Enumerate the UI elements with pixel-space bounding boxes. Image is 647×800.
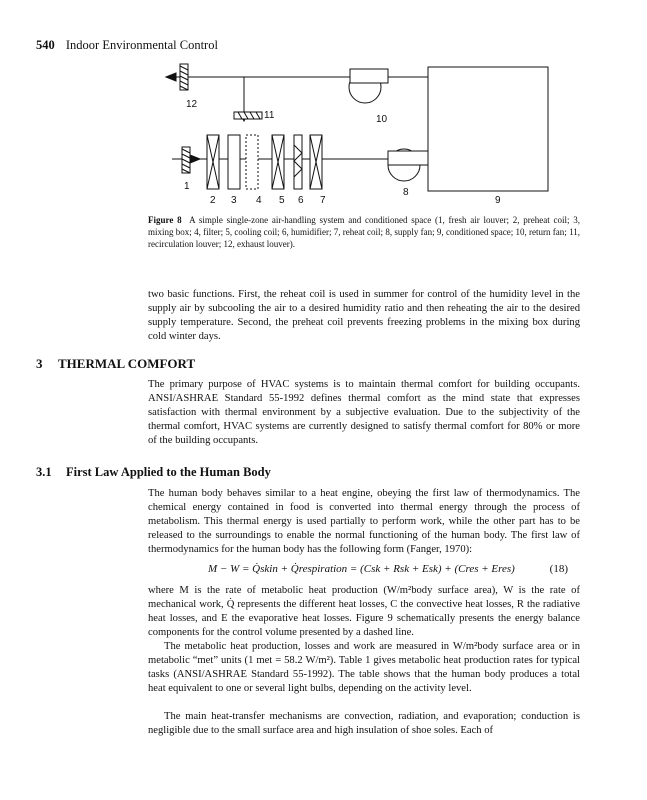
conditioned-space-9 bbox=[428, 67, 548, 191]
paragraph-met-units: The metabolic heat production, losses and work are measured in W/m²body surface area or in metabolic “met” units (1 met = 58.2 W/m²). Table 1 gives metabolic heat production rates for typical tasks (ANSI/ASHRAE Standard 55-1992). The table shows that the human body produces a total heat equivalent to one or several light bulbs, depending on the activity level. bbox=[148, 641, 580, 694]
label-6: 6 bbox=[298, 195, 304, 206]
paragraph-reheat: two basic functions. First, the reheat coil is used in summer for control of the humidity level in the supply air by subcooling the air to a desired humidity ratio and then reheating the air to the desired supply temperature. Second, the preheat coil prevents freezing problems in the mixing box during cold winter days. bbox=[148, 289, 580, 342]
label-9: 9 bbox=[495, 195, 501, 206]
equation-18 bbox=[148, 563, 580, 579]
label-8: 8 bbox=[403, 187, 409, 198]
equation-expression: M − W = Q̇skin + Q̇respiration = (Csk + Rsk + Esk) + (Cres + Eres) bbox=[208, 563, 515, 575]
reheat-coil-7 bbox=[310, 135, 322, 189]
preheat-coil-2 bbox=[207, 135, 219, 189]
label-1: 1 bbox=[184, 181, 190, 192]
running-header bbox=[36, 38, 218, 53]
page-number: 540 bbox=[36, 38, 55, 52]
running-title: Indoor Environmental Control bbox=[65, 38, 218, 52]
section-number: 3 bbox=[36, 356, 43, 371]
label-11: 11 bbox=[264, 110, 275, 121]
equation-number: (18) bbox=[549, 563, 568, 575]
filter-4 bbox=[246, 135, 258, 189]
label-3: 3 bbox=[231, 195, 237, 206]
figure-caption-label: Figure 8 bbox=[148, 215, 182, 225]
paragraph-where: where M is the rate of metabolic heat production (W/m²body surface area), W is the rate of mechanical work, Q̇ represents the different heat losses, C the convective heat losses, R the radiative heat losses, and E the evaporative heat losses. Figure 9 schematically presents the energy balance components for the control volume presented by a dashed line. bbox=[148, 585, 580, 638]
air-handling-diagram bbox=[160, 55, 580, 215]
exhaust-arrow bbox=[166, 73, 176, 81]
figure-caption-text: A simple single-zone air-handling system and conditioned space (1, fresh air louver; 2, preheat coil; 3, mixing box; 4, filter; 5, cooling coil; 6, humidifier; 7, reheat coil; 8, supply fan; 9, conditioned space; 10, return fan; 11, recirculation louver; 12, exhaust louver). bbox=[148, 215, 580, 249]
paragraph-thermal-comfort: The primary purpose of HVAC systems is to maintain thermal comfort for building occupants. ANSI/ASHRAE Standard 55-1992 defines thermal comfort as the mind state that expresses satisfaction with thermal environment by a subjective evaluation. Due to the subjectivity of the thermal comfort, HVAC systems are currently designed to satisfy thermal comfort for 80% or more of the building occupants. bbox=[148, 379, 580, 446]
supply-fan-8 bbox=[388, 149, 428, 181]
label-4: 4 bbox=[256, 195, 262, 206]
label-2: 2 bbox=[210, 195, 216, 206]
label-5: 5 bbox=[279, 195, 285, 206]
section-heading-3-1 bbox=[36, 465, 271, 480]
paragraph-heat-transfer: The main heat-transfer mechanisms are convection, radiation, and evaporation; conduction is negligible due to the small surface area and high insulation of shoe soles. Each of bbox=[148, 711, 580, 736]
subsection-title: First Law Applied to the Human Body bbox=[66, 465, 271, 479]
subsection-number: 3.1 bbox=[36, 465, 52, 479]
mixing-box-3 bbox=[228, 135, 240, 189]
section-heading-3 bbox=[36, 356, 195, 372]
label-12: 12 bbox=[186, 99, 198, 110]
label-7: 7 bbox=[320, 195, 326, 206]
return-fan-10 bbox=[349, 69, 388, 103]
cooling-coil-5 bbox=[272, 135, 284, 189]
label-10: 10 bbox=[376, 114, 388, 125]
figure-caption bbox=[148, 214, 580, 250]
section-title: THERMAL COMFORT bbox=[58, 356, 196, 371]
humidifier-6 bbox=[294, 135, 302, 189]
intake-arrow bbox=[190, 155, 200, 163]
paragraph-first-law: The human body behaves similar to a heat engine, obeying the first law of thermodynamics. The chemical energy contained in food is converted into thermal energy through the process of metabolism. This thermal energy is used partially to perform work, while the other part has to be released to the surroundings to enable the normal functioning of the human body. The first law of thermodynamics for the human body has the following form (Fanger, 1970): bbox=[148, 488, 580, 555]
